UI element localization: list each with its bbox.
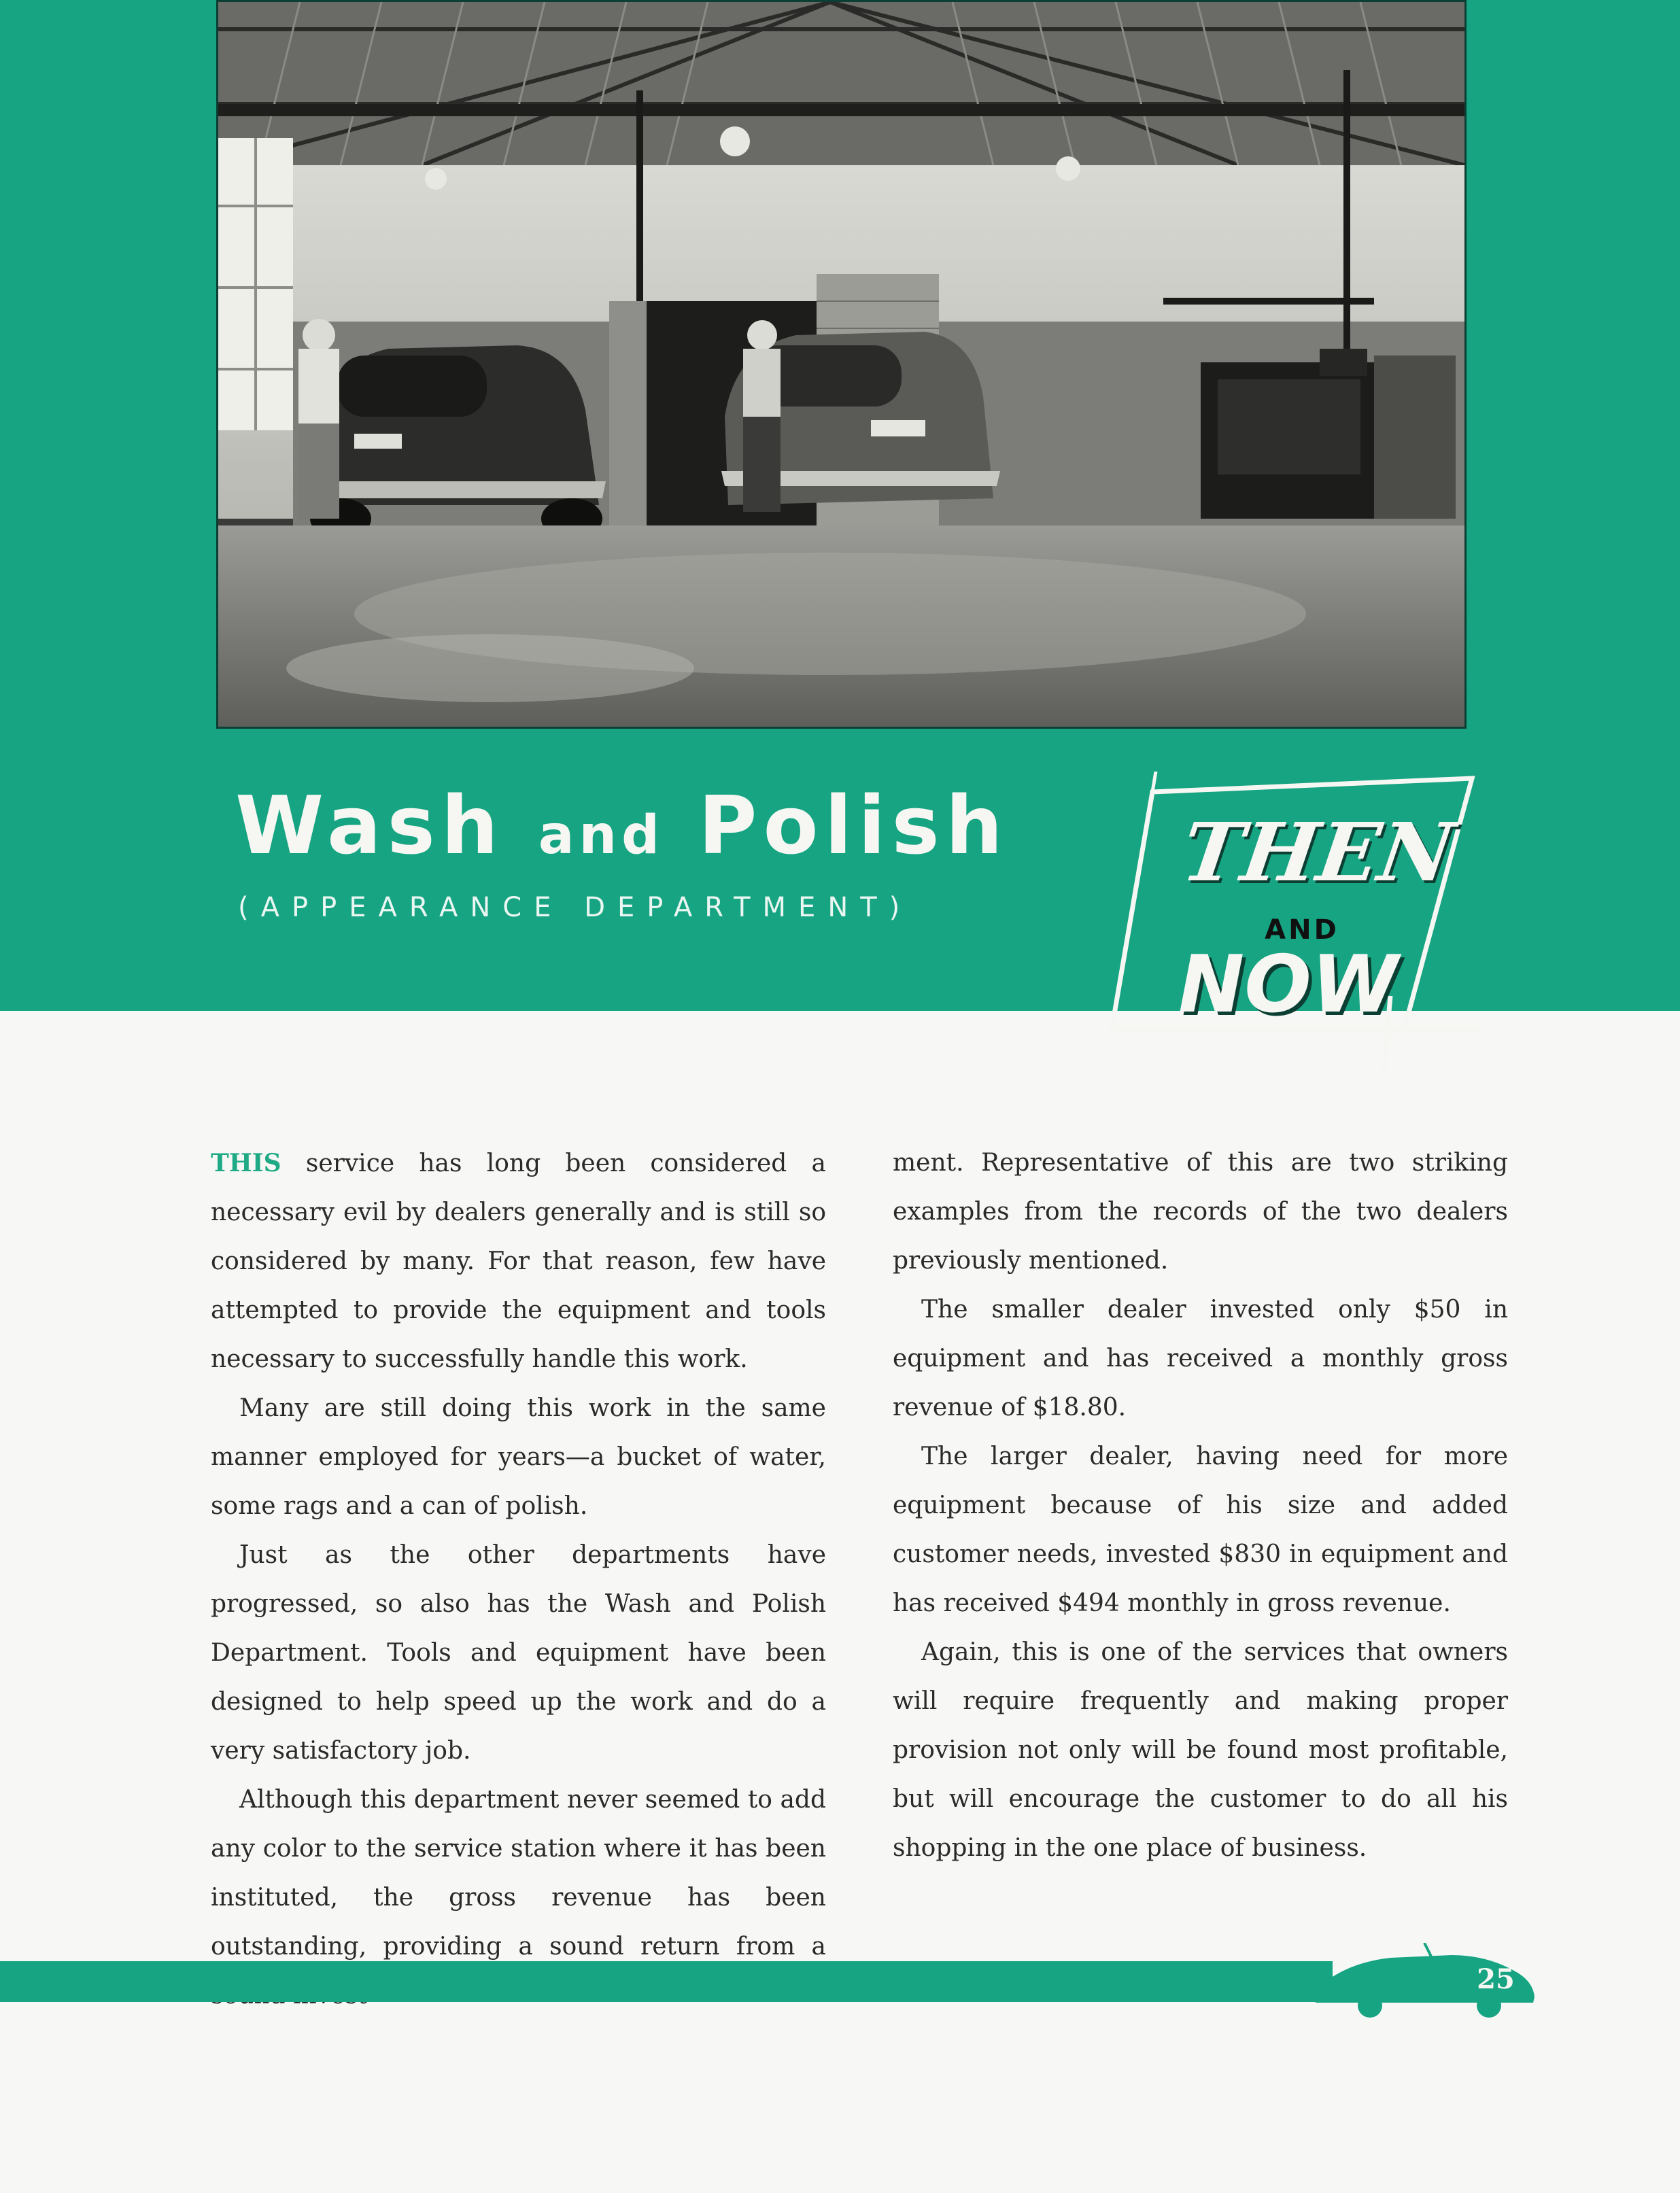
section-title [235,778,1009,872]
body-column-left [211,1139,826,2020]
title-word-and: and [538,805,664,866]
paragraph-text: service has long been considered a necessary evil by dealers generally and is still so considered by many. For that reason, few have attempted to provide the equipment and tools necessary to successfully handle this work. [211,1150,826,1373]
body-paragraph: Although this department never seemed to add any color to the service station where it has been instituted, the gross revenue has been outstanding, providing a sound return from a [211,1786,826,1961]
body-column-right [893,1139,1508,1873]
body-paragraph [211,1139,826,1384]
photo-illustration [218,2,1464,727]
body-paragraph: The smaller dealer invested only $50 in equipment and has received a monthly gross revenue of $18.80. [893,1296,1508,1421]
header-band [0,0,1680,1031]
body-paragraph: The larger dealer, having need for more equipment because of his size and added customer needs, invested $830 in equipment and has received $494 monthly in gross revenue. [893,1443,1508,1617]
footer-bar [0,1961,1333,2002]
page-number: 25 [1477,1963,1515,1995]
badge-now-text: NOW [1178,939,1399,1031]
badge-and-text: AND [1265,914,1339,946]
then-and-now-badge [1105,772,1486,1091]
title-word-polish: Polish [698,778,1009,872]
body-paragraph: Many are still doing this work in the same manner employed for years—a bucket of water, some rags and a can of polish. [211,1394,826,1520]
title-word-wash: Wash [235,778,504,872]
body-paragraph: Again, this is one of the services that owners will require frequently and making proper provision not only will be found most profitable, but will encourage the customer to do all his shopping in the one place of business. [893,1638,1508,1862]
badge-then-text: THEN [1176,805,1460,899]
body-paragraph: ment. Representative of this are two striking examples from the records of the two dealers previously mentioned. [893,1149,1508,1275]
section-subtitle: (APPEARANCE DEPARTMENT) [238,892,912,923]
wash-rack-photo [216,0,1467,729]
body-paragraph: Just as the other departments have progressed, so also has the Wash and Polish Department. Tools and equipment have been designed to help speed up the work and do a very satisfactory job. [211,1541,826,1765]
lead-word: THIS [211,1149,281,1177]
